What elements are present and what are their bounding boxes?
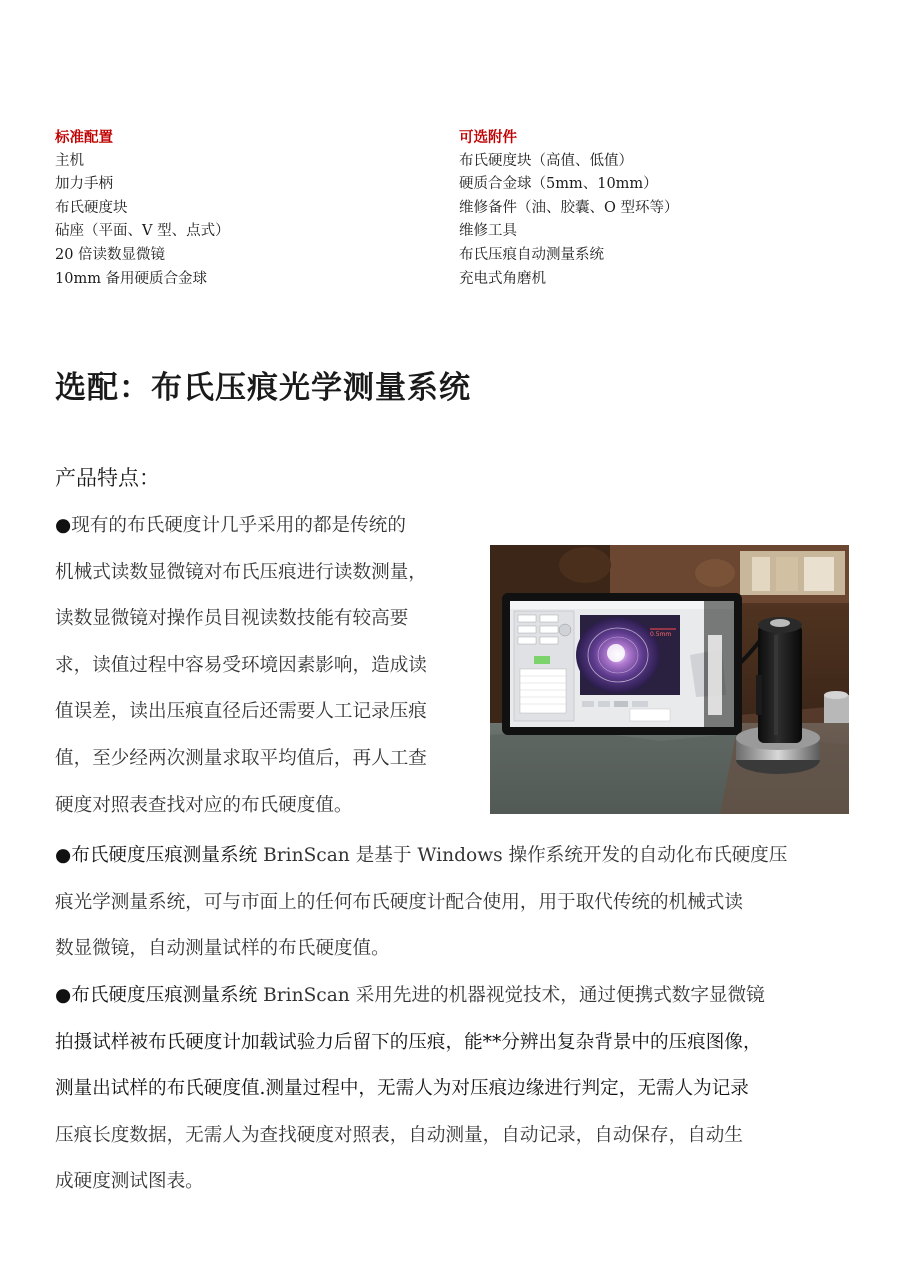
list-item: 20 倍读数显微镜 (55, 246, 166, 263)
list-item: 充电式角磨机 (459, 270, 546, 287)
standard-config-heading: 标准配置 (55, 129, 113, 146)
list-item: 布氏硬度块 (55, 199, 128, 216)
list-item: 维修备件（油、胶囊、O 型环等） (459, 199, 679, 216)
list-item: 维修工具 (459, 223, 517, 240)
list-item: 布氏压痕自动测量系统 (459, 246, 604, 263)
features-title: 产品特点： (55, 466, 160, 490)
feature-paragraph-1 (55, 503, 480, 829)
list-item: 加力手柄 (55, 176, 113, 193)
list-item: 10mm 备用硬质合金球 (55, 270, 208, 287)
section-title: 选配：布氏压痕光学测量系统 (55, 370, 471, 406)
paragraph-line: 压痕长度数据，无需人为查找硬度对照表，自动测量，自动记录，自动保存，自动生 (55, 1124, 743, 1146)
paragraph-line: ●现有的布氏硬度计几乎采用的都是传统的 (55, 515, 406, 536)
optional-accessories-list (459, 126, 859, 291)
paragraph-line: 值，至少经两次测量求取平均值后，再人工查 (55, 747, 427, 769)
list-item: 硬质合金球（5mm、10mm） (459, 176, 658, 193)
paragraph-line: 测量出试样的布氏硬度值.测量过程中，无需人为对压痕边缘进行判定，无需人为记录 (55, 1078, 749, 1100)
bullet-icon: ● (55, 845, 72, 866)
bullet-icon: ● (55, 515, 72, 536)
paragraph-line: 成硬度测试图表。 (55, 1171, 204, 1193)
system-name: 布氏硬度压痕测量系统 (71, 845, 258, 866)
list-item: 砧座（平面、V 型、点式） (55, 223, 230, 240)
paragraph-line: ●布氏硬度压痕测量系统 BrinScan 是基于 Windows 操作系统开发的自动化布氏硬度压 (55, 845, 788, 866)
list-item: 布氏硬度块（高值、低值） (459, 152, 633, 169)
paragraph-line: ●布氏硬度压痕测量系统 BrinScan 采用先进的机器视觉技术，通过便携式数字显微镜 (55, 985, 765, 1006)
system-name: 布氏硬度压痕测量系统 (71, 985, 258, 1006)
paragraph-line: 数显微镜，自动测量试样的布氏硬度值。 (55, 938, 390, 960)
paragraph-line: 拍摄试样被布氏硬度计加载试验力后留下的压痕，能**分辨出复杂背景中的压痕图像， (55, 1031, 762, 1053)
paragraph-line: 硬度对照表查找对应的布氏硬度值。 (55, 794, 353, 816)
paragraph-line: 痕光学测量系统，可与市面上的任何布氏硬度计配合使用，用于取代传统的机械式读 (55, 891, 743, 913)
bullet-icon: ● (55, 985, 72, 1006)
optional-accessories-heading: 可选附件 (459, 129, 517, 146)
feature-paragraph-3 (55, 973, 850, 1206)
paragraph-line: 求，读值过程中容易受环境因素影响，造成读 (55, 654, 427, 676)
paragraph-line: 值误差，读出压痕直径后还需要人工记录压痕 (55, 701, 427, 723)
paragraph-line: 读数显微镜对操作员目视读数技能有较高要 (55, 608, 409, 630)
product-photo (490, 545, 849, 814)
list-item: 主机 (55, 152, 84, 169)
paragraph-line: 机械式读数显微镜对布氏压痕进行读数测量， (55, 561, 427, 583)
screen-readout: 0.5mm (650, 631, 672, 638)
product-photo-illustration (490, 545, 849, 814)
standard-config-list (55, 126, 435, 291)
feature-paragraph-2 (55, 833, 850, 973)
